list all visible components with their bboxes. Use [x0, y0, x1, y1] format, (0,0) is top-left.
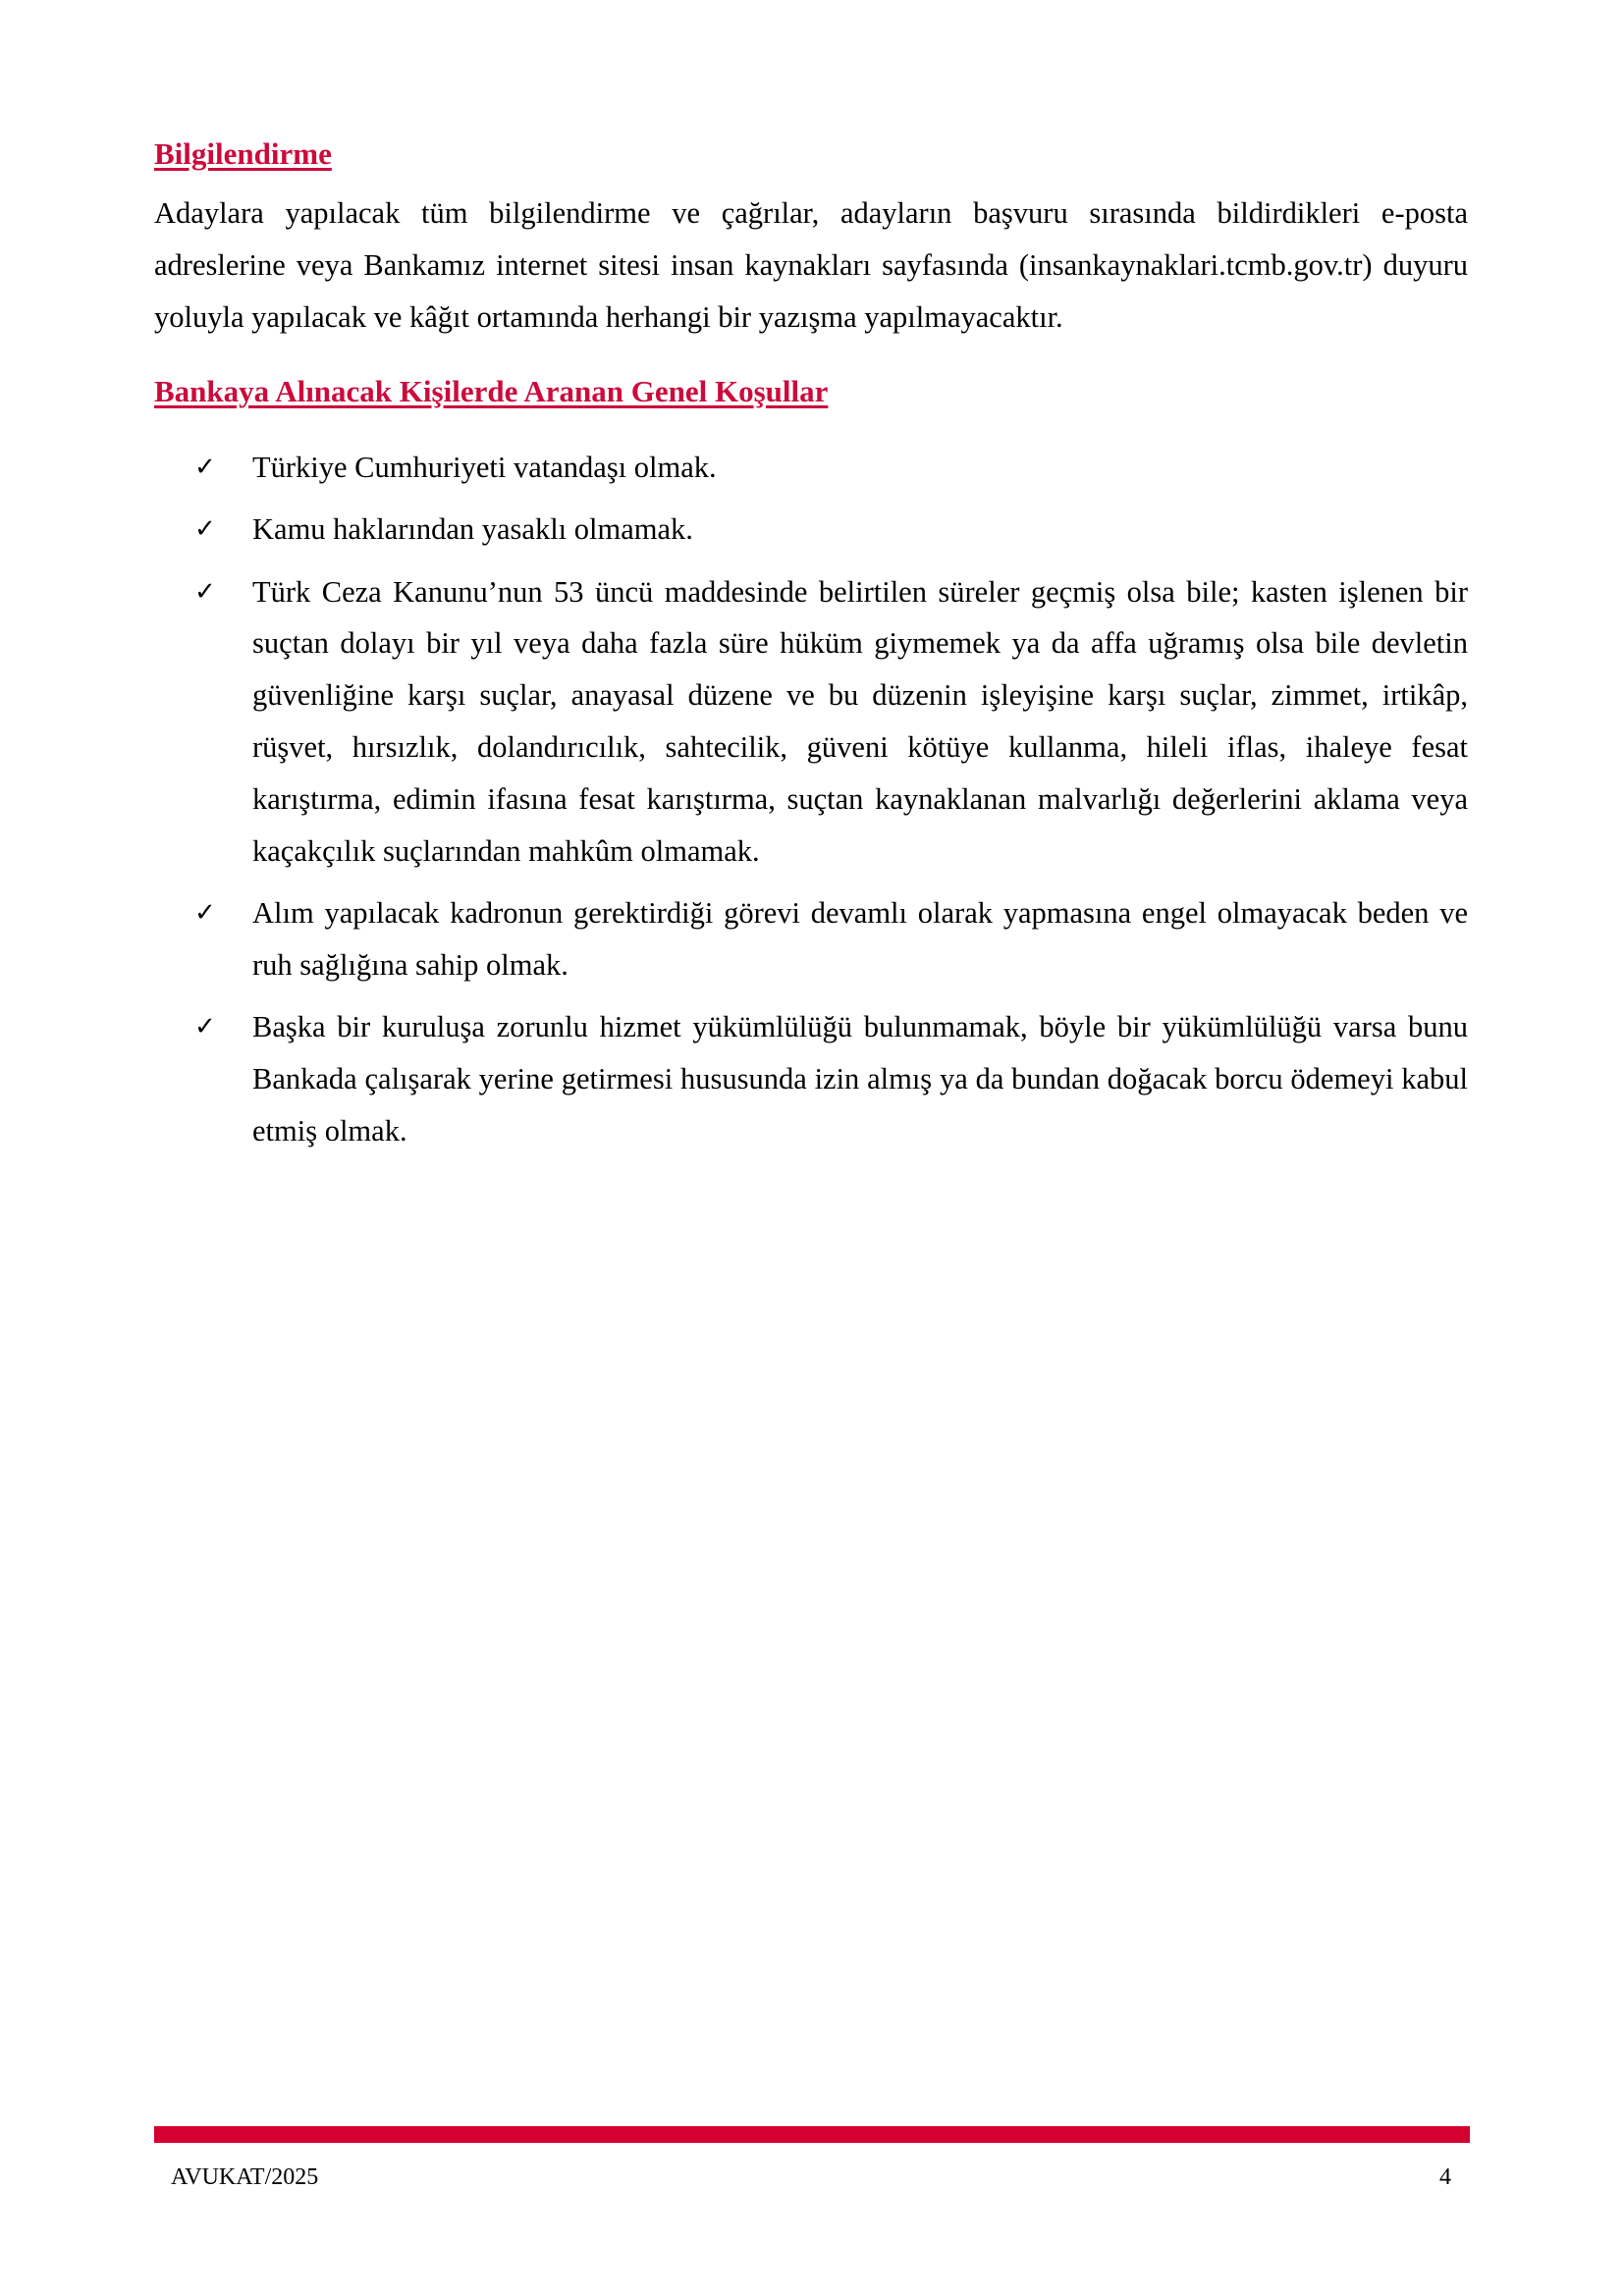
bilgilendirme-paragraph: Adaylara yapılacak tüm bilgilendirme ve çağrılar, adayların başvuru sırasında bildirdikleri e-posta adreslerine veya Bankamız internet sitesi insan kaynakları sayfasında (insankaynaklari.tcmb.gov.tr) duyuru yoluyla yapılacak ve kâğıt ortamında herhangi bir yazışma yapılmayacaktır.: [154, 196, 1468, 334]
check-mark-icon: ✓: [194, 1011, 216, 1041]
list-item-text: Alım yapılacak kadronun gerektirdiği görevi devamlı olarak yapmasına engel olmayacak beden ve ruh sağlığına sahip olmak.: [252, 895, 1468, 982]
section-heading-bilgilendirme: Bilgilendirme: [154, 136, 332, 171]
section-heading-genel-kosullar: Bankaya Alınacak Kişilerde Aranan Genel Koşullar: [154, 374, 829, 408]
check-mark-icon: ✓: [194, 453, 216, 482]
check-mark-icon: ✓: [194, 514, 216, 545]
list-item: [154, 442, 1468, 494]
check-mark-icon: ✓: [194, 576, 216, 607]
list-item-text: Türk Ceza Kanunu’nun 53 üncü maddesinde belirtilen süreler geçmiş olsa bile; kasten işlenen bir suçtan dolayı bir yıl veya daha fazla süre hüküm giymemek ya da affa uğramış olsa bile devletin güvenliğine karşı suçlar, anayasal düzene ve bu düzenin işleyişine karşı suçlar, zimmet, irtikâp, rüşvet, hırsızlık, dolandırıcılık, sahtecilik, güveni kötüye kullanma, hileli iflas, ihaleye fesat karıştırma, edimin ifasına fesat karıştırma, suçtan kaynaklanan malvarlığı değerlerini aklama veya kaçakçılık suçlarından mahkûm olmamak.: [252, 574, 1468, 868]
list-item-text: Kamu haklarından yasaklı olmamak.: [252, 512, 693, 547]
list-item: [154, 504, 1468, 556]
list-item: [154, 887, 1468, 991]
list-item: [154, 566, 1468, 878]
footer-page-number: 4: [1439, 2164, 1451, 2190]
requirements-list: [154, 442, 1468, 1156]
footer-document-code: AVUKAT/2025: [171, 2164, 319, 2190]
list-item: [154, 1001, 1468, 1156]
list-item-text: Başka bir kuruluşa zorunlu hizmet yükümlülüğü bulunmamak, böyle bir yükümlülüğü varsa bunu Bankada çalışarak yerine getirmesi hususunda izin almış ya da bundan doğacak borcu ödemeyi kabul etmiş olmak.: [252, 1009, 1468, 1148]
list-item-text: Türkiye Cumhuriyeti vatandaşı olmak.: [252, 451, 717, 484]
footer-divider-bar: [154, 2126, 1470, 2143]
check-mark-icon: ✓: [194, 897, 216, 928]
